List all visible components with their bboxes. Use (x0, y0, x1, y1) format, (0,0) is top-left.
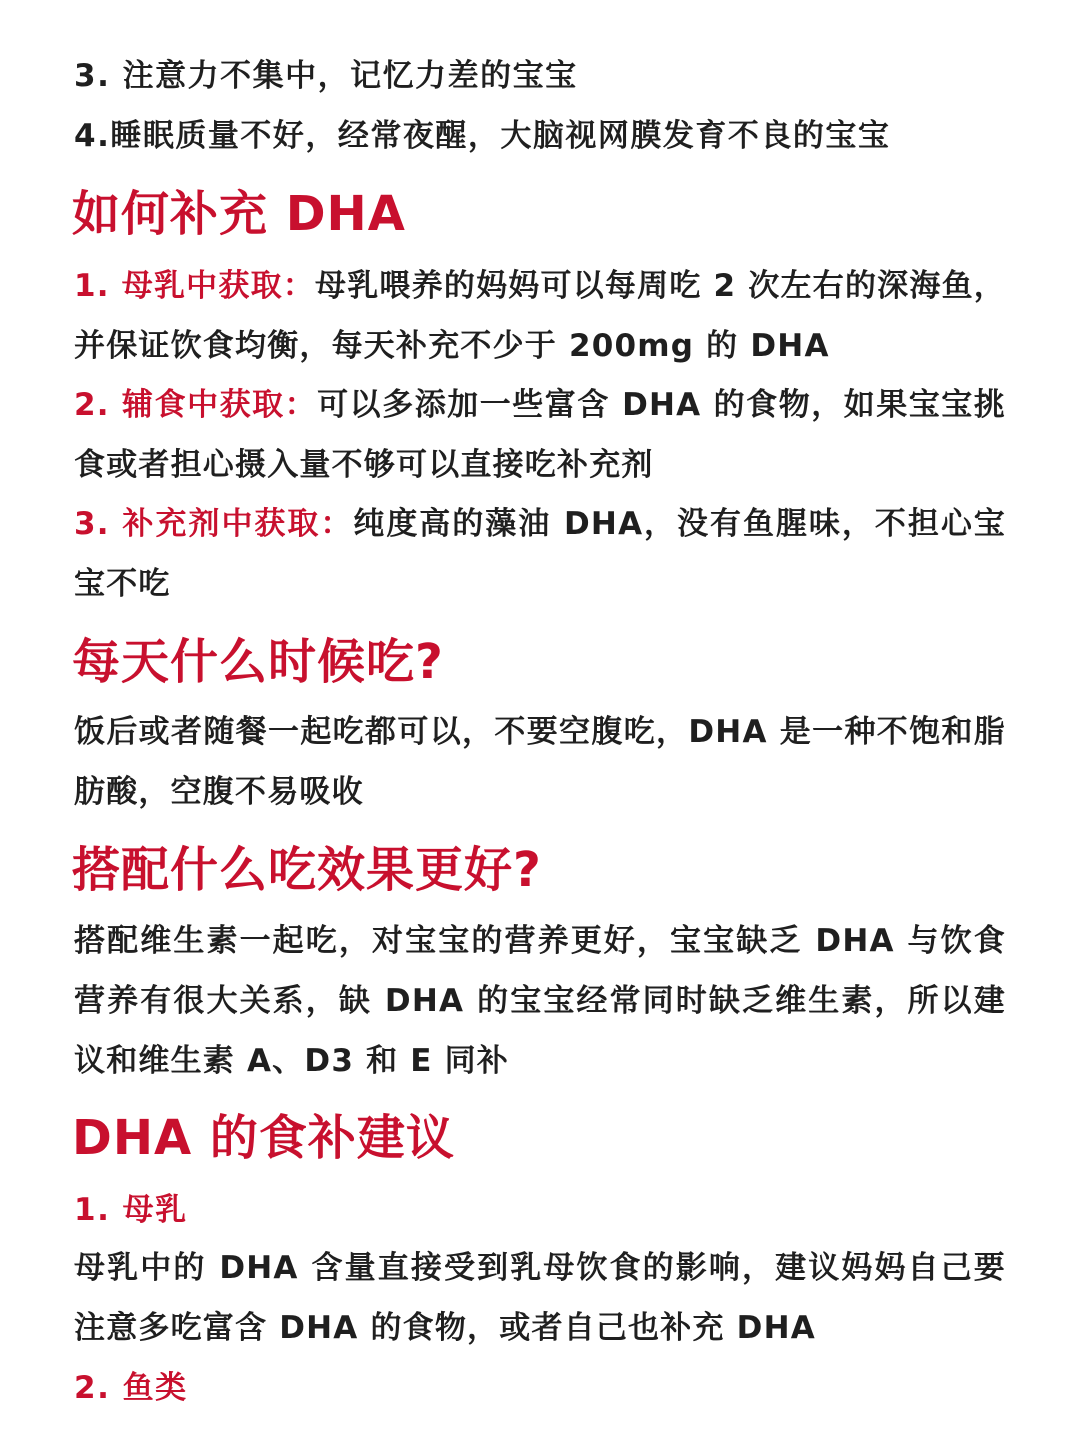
supplement-item-2-text: 可以多添加一些富含 DHA 的食物，如果宝宝挑食或者担心摄入量不够可以直接吃补充剂 (74, 387, 1006, 483)
food-item-2-title: 2. 鱼类 (74, 1370, 188, 1406)
supplement-item-1-lead: 1. 母乳中获取： (74, 268, 316, 304)
intro-item-4: 4.睡眠质量不好，经常夜醒，大脑视网膜发育不良的宝宝 (74, 118, 891, 154)
food-item-1-title: 1. 母乳 (74, 1192, 188, 1228)
supplement-item-1-text: 母乳喂养的妈妈可以每周吃 2 次左右的深海鱼，并保证饮食均衡，每天补充不少于 200mg 的 DHA (74, 268, 1006, 364)
section-heading-food: DHA 的食补建议 (72, 1110, 455, 1166)
supplement-item-3 (74, 494, 1006, 614)
supplement-item-2-lead: 2. 辅食中获取： (74, 387, 318, 423)
section-heading-supplement: 如何补充 DHA (72, 186, 406, 242)
supplement-item-1 (74, 256, 1006, 376)
food-item-1-paragraph: 母乳中的 DHA 含量直接受到乳母饮食的影响，建议妈妈自己要注意多吃富含 DHA 的食物，或者自己也补充 DHA (74, 1250, 1006, 1346)
intro-item-3: 3. 注意力不集中，记忆力差的宝宝 (74, 58, 578, 94)
supplement-item-2 (74, 375, 1006, 495)
when-paragraph: 饭后或者随餐一起吃都可以，不要空腹吃，DHA 是一种不饱和脂肪酸，空腹不易吸收 (74, 714, 1006, 810)
section-heading-when: 每天什么时候吃? (72, 634, 444, 690)
supplement-item-3-text: 纯度高的藻油 DHA，没有鱼腥味，不担心宝宝不吃 (74, 506, 1006, 602)
supplement-item-3-lead: 3. 补充剂中获取： (74, 506, 354, 542)
section-heading-pairing: 搭配什么吃效果更好? (72, 842, 542, 898)
pairing-paragraph: 搭配维生素一起吃，对宝宝的营养更好，宝宝缺乏 DHA 与饮食营养有很大关系，缺 DHA 的宝宝经常同时缺乏维生素，所以建议和维生素 A、D3 和 E 同补 (74, 923, 1006, 1079)
